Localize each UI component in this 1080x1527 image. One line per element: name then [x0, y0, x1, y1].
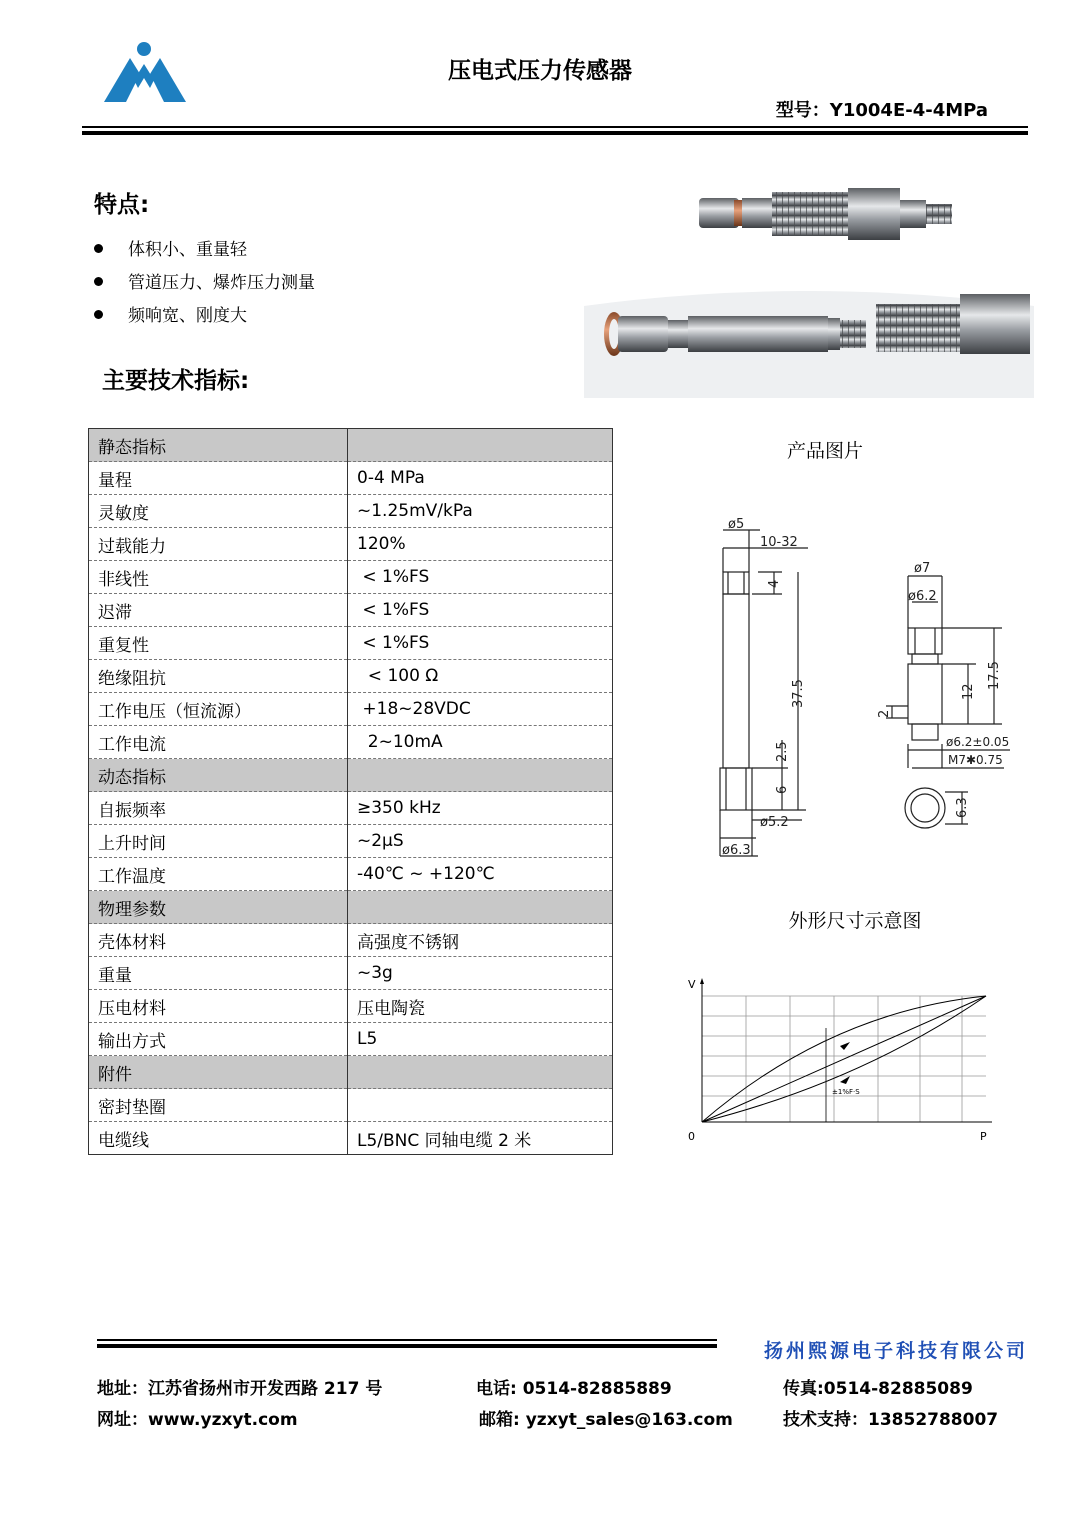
dim-label: 6.3	[955, 797, 970, 818]
spec-value: L5/BNC 同轴电缆 2 米	[348, 1122, 613, 1155]
dim-label: M7✱0.75	[948, 753, 1003, 767]
spec-value: < 1%FS	[348, 561, 613, 594]
spec-section-row	[89, 759, 613, 792]
spec-value: 压电陶瓷	[348, 990, 613, 1023]
spec-name: 上升时间	[89, 825, 348, 858]
spec-row	[89, 1023, 613, 1056]
spec-row	[89, 957, 613, 990]
spec-name: 重复性	[89, 627, 348, 660]
features-heading: 特点:	[94, 192, 150, 218]
spec-section-row	[89, 891, 613, 924]
spec-value: L5	[348, 1023, 613, 1056]
dim-label: 37.5	[791, 679, 806, 708]
spec-name: 附件	[89, 1056, 348, 1089]
spec-value: 2~10mA	[348, 726, 613, 759]
dim-label: ø6.2	[908, 589, 937, 604]
spec-heading: 主要技术指标:	[102, 368, 250, 394]
spec-value: ~1.25mV/kPa	[348, 495, 613, 528]
spec-name: 静态指标	[89, 429, 348, 462]
spec-value: 高强度不锈钢	[348, 924, 613, 957]
spec-section-row	[89, 1056, 613, 1089]
spec-name: 工作电压（恒流源）	[89, 693, 348, 726]
spec-row	[89, 924, 613, 957]
document-title: 压电式压力传感器	[448, 58, 632, 84]
footer-rule-thick	[97, 1344, 717, 1348]
spec-value	[348, 759, 613, 792]
spec-row	[89, 693, 613, 726]
spec-value	[348, 429, 613, 462]
spec-name: 压电材料	[89, 990, 348, 1023]
hysteresis-diagram	[680, 972, 1020, 1152]
header-rule-thin	[82, 126, 1028, 128]
spec-name: 工作温度	[89, 858, 348, 891]
bullet-icon	[94, 310, 103, 319]
origin-label: 0	[688, 1130, 695, 1143]
spec-row	[89, 825, 613, 858]
dimension-caption: 外形尺寸示意图	[788, 910, 922, 932]
spec-value: ≥350 kHz	[348, 792, 613, 825]
feature-item: 体积小、重量轻	[94, 236, 315, 269]
spec-value	[348, 1056, 613, 1089]
spec-row	[89, 990, 613, 1023]
photo-caption: 产品图片	[786, 440, 863, 462]
dim-label: 2	[877, 709, 892, 718]
contact-address: 地址：江苏省扬州市开发西路 217 号	[97, 1379, 383, 1399]
dim-label: 12	[961, 683, 976, 700]
dim-label: ø6.3	[722, 843, 751, 858]
spec-row	[89, 660, 613, 693]
spec-row	[89, 627, 613, 660]
spec-row	[89, 726, 613, 759]
spec-name: 密封垫圈	[89, 1089, 348, 1122]
spec-value	[348, 1089, 613, 1122]
dim-label: ø5	[728, 517, 745, 532]
spec-row	[89, 792, 613, 825]
spec-value: < 1%FS	[348, 627, 613, 660]
spec-name: 灵敏度	[89, 495, 348, 528]
dim-label: 4	[767, 579, 782, 588]
contact-email: 邮箱: yzxyt_sales@163.com	[479, 1410, 733, 1430]
spec-row	[89, 495, 613, 528]
spec-row	[89, 561, 613, 594]
spec-value: 120%	[348, 528, 613, 561]
bullet-icon	[94, 277, 103, 286]
spec-name: 量程	[89, 462, 348, 495]
dim-label: 17.5	[987, 661, 1002, 690]
spec-name: 电缆线	[89, 1122, 348, 1155]
spec-name: 动态指标	[89, 759, 348, 792]
spec-value: 0-4 MPa	[348, 462, 613, 495]
spec-value: < 100 Ω	[348, 660, 613, 693]
spec-name: 非线性	[89, 561, 348, 594]
spec-value: ~3g	[348, 957, 613, 990]
spec-row	[89, 528, 613, 561]
contact-support: 技术支持：13852788007	[783, 1410, 999, 1430]
y-axis-label: V	[688, 978, 696, 991]
spec-name: 输出方式	[89, 1023, 348, 1056]
x-axis-label: P	[980, 1130, 987, 1143]
spec-name: 重量	[89, 957, 348, 990]
spec-table	[88, 428, 613, 1155]
spec-name: 绝缘阻抗	[89, 660, 348, 693]
model-number: 型号：Y1004E-4-4MPa	[775, 100, 988, 121]
footer-rule-thin	[97, 1339, 717, 1341]
dimension-drawing	[690, 500, 1030, 870]
spec-name: 工作电流	[89, 726, 348, 759]
feature-item: 频响宽、刚度大	[94, 302, 315, 335]
feature-list	[94, 236, 315, 335]
spec-name: 壳体材料	[89, 924, 348, 957]
feature-item: 管道压力、爆炸压力测量	[94, 269, 315, 302]
header-rule-thick	[82, 131, 1028, 135]
dim-label: 2.5	[775, 741, 790, 762]
spec-value: < 1%FS	[348, 594, 613, 627]
hysteresis-annotation: ±1%F·S	[832, 1088, 860, 1096]
spec-value: ~2μS	[348, 825, 613, 858]
spec-row	[89, 858, 613, 891]
spec-name: 物理参数	[89, 891, 348, 924]
spec-row	[89, 1122, 613, 1155]
product-photo	[584, 176, 1034, 398]
contact-fax: 传真:0514-82885089	[783, 1379, 973, 1399]
spec-value	[348, 891, 613, 924]
dim-label: ø7	[914, 561, 931, 576]
spec-value: +18~28VDC	[348, 693, 613, 726]
company-name: 扬州熙源电子科技有限公司	[763, 1340, 1028, 1362]
contact-phone: 电话: 0514-82885889	[476, 1379, 672, 1399]
spec-name: 自振频率	[89, 792, 348, 825]
spec-name: 迟滞	[89, 594, 348, 627]
dim-label: 10-32	[760, 535, 798, 550]
spec-row	[89, 594, 613, 627]
dim-label: 6	[775, 785, 790, 794]
dim-label: ø5.2	[760, 815, 789, 830]
spec-section-row	[89, 429, 613, 462]
spec-row	[89, 1089, 613, 1122]
spec-value: -40℃ ~ +120℃	[348, 858, 613, 891]
spec-name: 过载能力	[89, 528, 348, 561]
dim-label: ø6.2±0.05	[946, 735, 1010, 749]
spec-row	[89, 462, 613, 495]
contact-website: 网址：www.yzxyt.com	[97, 1410, 298, 1430]
bullet-icon	[94, 244, 103, 253]
